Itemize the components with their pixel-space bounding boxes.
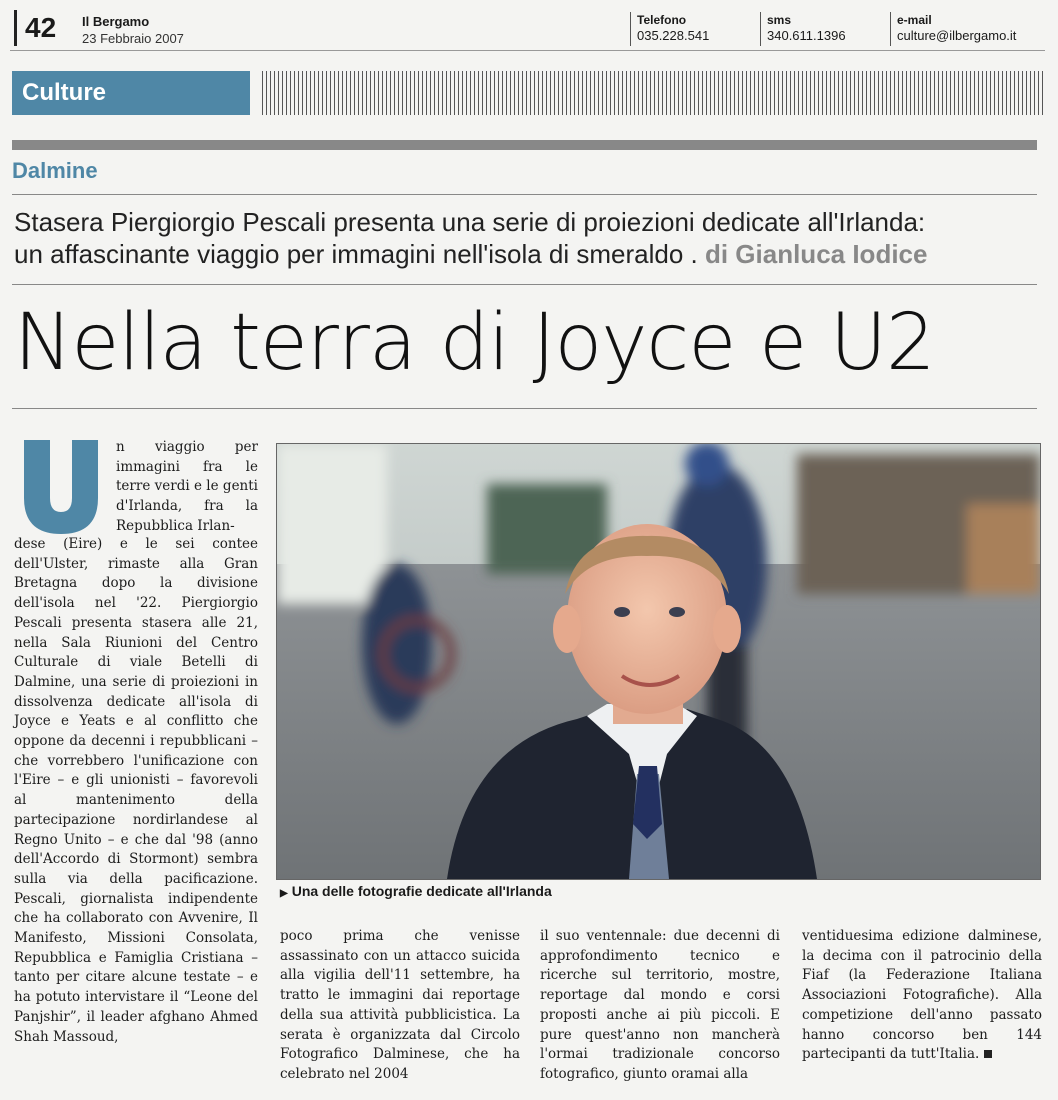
body-col1-top: n viaggio per immagini fra le terre verdi e le genti d'Irlanda, fra la Repubblica Irlan- — [116, 439, 258, 534]
article-photo — [276, 443, 1041, 880]
publication-name: Il Bergamo — [82, 14, 150, 29]
photo-caption — [280, 883, 552, 899]
body-col4-text: ventiduesima edizione dalminese, la decima con il patrocinio della Fiaf (la Federazione Italiana Associazioni Fotografiche). Alla competizione dell'anno passato hanno concorso ben 144 partecipanti da tutt'Italia. — [802, 928, 1042, 1063]
contact-sms-value: 340.611.1396 — [767, 28, 846, 43]
caption-triangle-icon: ▶ — [280, 888, 288, 899]
body-col4 — [802, 927, 1042, 1065]
byline: di Gianluca Iodice — [704, 239, 928, 269]
contact-email-label: e-mail — [897, 13, 932, 27]
publication-date: 23 Febbraio 2007 — [82, 31, 184, 46]
section-tag: Culture — [12, 71, 250, 115]
deck-line-1: Stasera Piergiorgio Pescali presenta una serie di proiezioni dedicate all'Irlanda: — [14, 207, 926, 237]
body-col2: poco prima che venisse assassinato con un attacco suicida alla vigilia dell'11 settembre, ha tratto le immagini dai reportage della sua attività pubblicistica. La serata è organizzata dal Circolo Fotografico Dalminese, che ha celebrato nel 2004 — [280, 928, 520, 1082]
divider — [12, 194, 1037, 195]
section-hatch-band — [262, 71, 1045, 115]
contact-email — [890, 12, 1016, 46]
contact-phone — [630, 12, 709, 46]
divider — [12, 408, 1037, 409]
deck-line-2 — [14, 238, 1039, 270]
contact-phone-value: 035.228.541 — [637, 28, 710, 43]
page-number: 42 — [14, 10, 77, 46]
contact-phone-label: Telefono — [637, 13, 687, 27]
contact-sms — [760, 12, 846, 46]
divider — [12, 284, 1037, 285]
contact-email-value: culture@ilbergamo.it — [897, 28, 1017, 43]
dropcap — [20, 440, 102, 534]
kicker: Dalmine — [12, 158, 98, 183]
end-mark — [984, 1050, 992, 1058]
deck-line-2-text: un affascinante viaggio per immagini nell'isola di smeraldo . — [14, 239, 705, 269]
headline: Nella terra di Joyce e U2 — [14, 298, 935, 388]
photo-caption-text: Una delle fotografie dedicate all'Irlanda — [291, 883, 552, 899]
body-col3: il suo ventennale: due decenni di approfondimento tecnico e ricerche sul territorio, mostre, reportage dal mondo e corsi proposti anche ai più piccoli. E pure quest'anno non mancherà l'ormai tradizionale concorso fotografico, giunto oramai alla — [540, 928, 780, 1082]
photo-boy-school-uniform — [277, 444, 1040, 879]
header-rule — [10, 50, 1045, 51]
article-deck — [14, 206, 1039, 270]
kicker-rule — [12, 140, 1037, 150]
contact-sms-label: sms — [767, 13, 792, 27]
body-col1: dese (Eire) e le sei contee dell'Ulster, rimaste alla Gran Bretagna dopo la divisione dell'isola nel '22. Piergiorgio Pescali presenta stasera alle 21, nella Sala Riunioni del Centro Culturale di viale Betelli di Dalmine, una serie di proiezioni in dissolvenza dedicate all'isola di Joyce e Yeats e al conflitto che oppone da decenni i repubblicani – che vorrebbero l'unificazione con l'Eire – e gli unionisti – favorevoli al mantenimento della partecipazione nordirlandese al Regno Unito – e che dal '98 (anno dell'Accordo di Stormont) sembra sulla via della pacificazione. Pescali, giornalista indipendente che ha collaborato con Avvenire, Il Manifesto, Missioni Consolata, Repubblica e Famiglia Cristiana – tanto per citare alcune testate – e ha potuto intervistare il “Leone del Panjshir”, il leader afghano Ahmed Shah Massoud, — [14, 536, 258, 1045]
